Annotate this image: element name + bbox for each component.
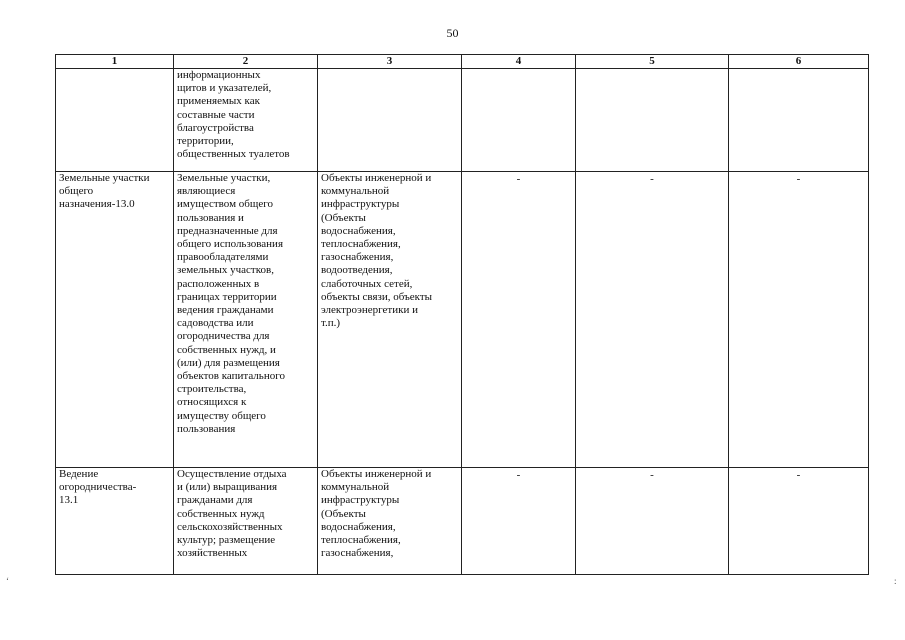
table-row (56, 172, 869, 468)
table-cell (56, 69, 174, 172)
table-cell (462, 69, 576, 172)
table-cell: - (462, 172, 576, 468)
table-cell: информационных щитов и указателей, применяемых как составные части благоустройства территории, общественных туалетов (174, 69, 318, 172)
table-cell: - (729, 172, 869, 468)
column-header: 4 (462, 55, 576, 69)
table-cell (729, 69, 869, 172)
right-edge-tick: : (894, 576, 897, 586)
table-cell: - (462, 468, 576, 575)
land-use-table (55, 54, 869, 575)
table-cell: Осуществление отдыха и (или) выращивания гражданами для собственных нужд сельскохозяйственных культур; размещение хозяйственных (174, 468, 318, 575)
table-row (56, 468, 869, 575)
table-cell: Земельные участки, являющиеся имуществом общего пользования и предназначенные для общего использования правообладателями земельных участков, расположенных в границах территории ведения гражданами садоводства или огородничества для собственных нужд, и (или) для размещения объектов капитального строительства, относящихся к имуществу общего пользования (174, 172, 318, 468)
table-cell: Ведение огородничества- 13.1 (56, 468, 174, 575)
column-header: 6 (729, 55, 869, 69)
column-header: 3 (318, 55, 462, 69)
table-cell: - (576, 172, 729, 468)
column-header: 2 (174, 55, 318, 69)
table-cell: - (729, 468, 869, 575)
table-row (56, 69, 869, 172)
table-cell (576, 69, 729, 172)
table-cell (318, 69, 462, 172)
left-edge-tick: ‘ (6, 576, 9, 586)
table-header-row (56, 55, 869, 69)
table-cell: Земельные участки общего назначения-13.0 (56, 172, 174, 468)
column-header: 1 (56, 55, 174, 69)
table-cell: Объекты инженерной и коммунальной инфраструктуры (Объекты водоснабжения, теплоснабжения, газоснабжения, (318, 468, 462, 575)
page-number: 50 (446, 26, 459, 40)
table-cell: - (576, 468, 729, 575)
table-cell: Объекты инженерной и коммунальной инфраструктуры (Объекты водоснабжения, теплоснабжения, газоснабжения, водоотведения, слаботочных сетей, объекты связи, объекты электроэнергетики и т.п.) (318, 172, 462, 468)
column-header: 5 (576, 55, 729, 69)
